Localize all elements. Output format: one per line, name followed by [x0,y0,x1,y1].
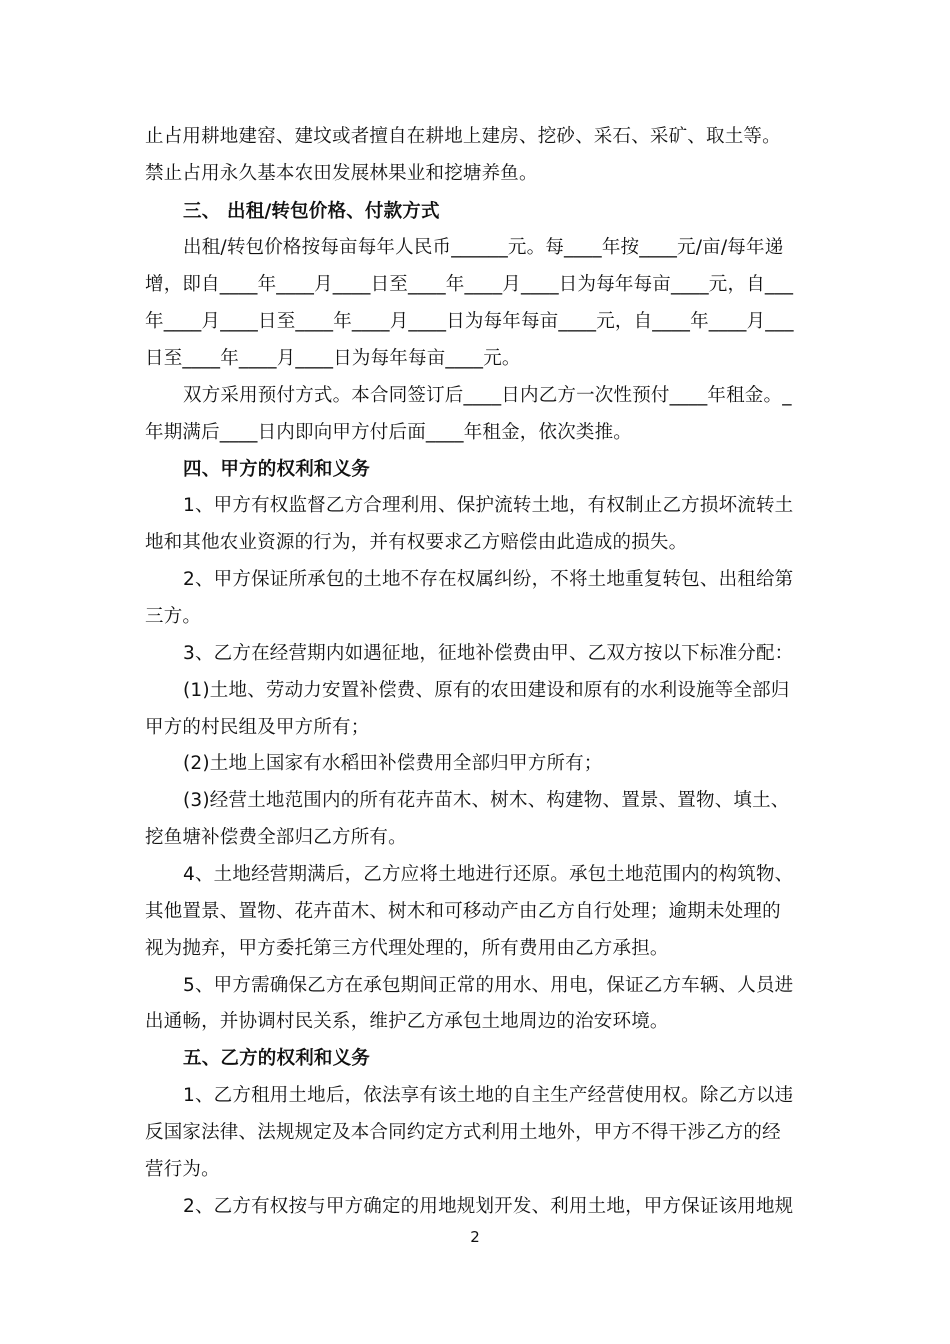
section-heading-4: 四、甲方的权利和义务 [183,459,371,480]
text-line: 视为抛弃，甲方委托第三方代理处理的，所有费用由乙方承担。 [145,938,669,959]
text-line: 出通畅，并协调村民关系，维护乙方承包土地周边的治安环境。 [145,1011,669,1032]
text-line: 2、甲方保证所承包的土地不存在权属纠纷，不将土地重复转包、出租给第 [183,569,794,590]
text-line: (2)土地上国家有水稻田补偿费用全部归甲方所有； [183,753,603,774]
text-line: 禁止占用永久基本农田发展林果业和挖塘养鱼。 [145,163,538,184]
text-line: 双方采用预付方式。本合同签订后____日内乙方一次性预付____年租金。_ [183,385,792,406]
text-line: 地和其他农业资源的行为，并有权要求乙方赔偿由此造成的损失。 [145,532,688,553]
text-line: 5、甲方需确保乙方在承包期间正常的用水、用电，保证乙方车辆、人员进 [183,975,794,996]
text-line: 年____月____日至____年____月____日为每年每亩____元，自____年____月___ [145,311,794,332]
text-line: 营行为。 [145,1159,220,1180]
text-line: (1)土地、劳动力安置补偿费、原有的农田建设和原有的水利设施等全部归 [183,680,790,701]
page-number: 2 [470,1228,480,1246]
text-line: 止占用耕地建窑、建坟或者擅自在耕地上建房、挖砂、采石、采矿、取土等。 [145,126,781,147]
text-line: 3、乙方在经营期内如遇征地，征地补偿费由甲、乙双方按以下标准分配： [183,643,794,664]
text-line: 挖鱼塘补偿费全部归乙方所有。 [145,827,407,848]
text-line: 三方。 [145,606,202,627]
text-line: 甲方的村民组及甲方所有； [145,717,370,738]
text-line: (3)经营土地范围内的所有花卉苗木、树木、构建物、置景、置物、填土、 [183,790,790,811]
text-line: 1、乙方租用土地后，依法享有该土地的自主生产经营使用权。除乙方以违 [183,1085,794,1106]
text-line: 反国家法律、法规规定及本合同约定方式利用土地外，甲方不得干涉乙方的经 [145,1122,781,1143]
text-line: 2、乙方有权按与甲方确定的用地规划开发、利用土地，甲方保证该用地规 [183,1196,794,1217]
text-line: 日至____年____月____日为每年每亩____元。 [145,348,521,369]
text-line: 1、甲方有权监督乙方合理利用、保护流转土地，有权制止乙方损坏流转土 [183,495,794,516]
text-line: 年期满后____日内即向甲方付后面____年租金，依次类推。 [145,422,633,443]
text-line: 增，即自____年____月____日至____年____月____日为每年每亩____元，自___ [145,274,794,295]
section-heading-5: 五、乙方的权利和义务 [183,1048,371,1069]
text-line: 4、土地经营期满后，乙方应将土地进行还原。承包土地范围内的构筑物、 [183,864,794,885]
section-heading-3: 三、 出租/转包价格、付款方式 [183,201,440,222]
text-line: 其他置景、置物、花卉苗木、树木和可移动产由乙方自行处理；逾期未处理的 [145,901,781,922]
text-line: 出租/转包价格按每亩每年人民币______元。每____年按____元/亩/每年递 [183,237,784,258]
